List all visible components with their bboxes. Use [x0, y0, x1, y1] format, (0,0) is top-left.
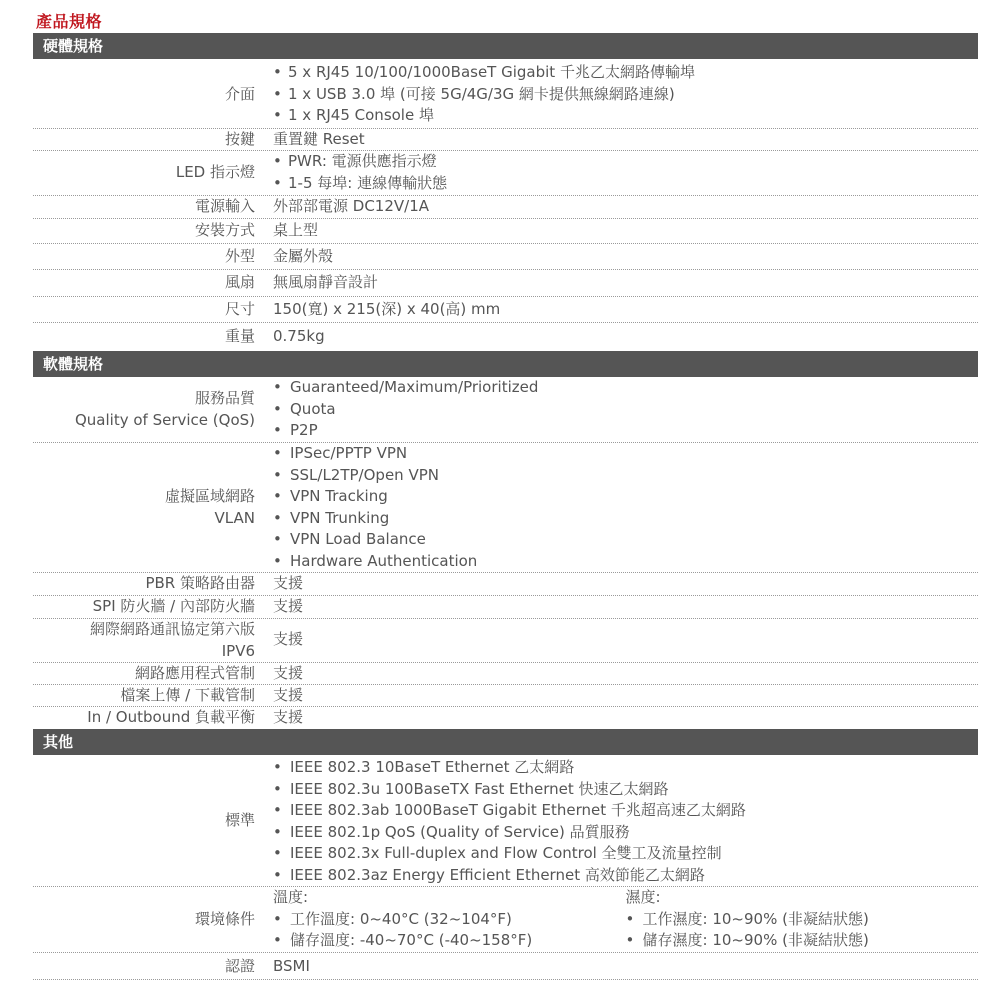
list-item: • 儲存溫度: -40~70°C (-40~158°F)	[273, 930, 626, 952]
spec-label: 重量	[224, 327, 255, 345]
bullet-list	[273, 151, 978, 194]
spec-label	[33, 486, 255, 529]
spec-row-certification	[33, 953, 978, 980]
spec-row-ipv6	[33, 619, 978, 663]
spec-value: 0.75kg	[273, 327, 325, 345]
list-item: • 儲存濕度: 10~90% (非凝結狀態)	[626, 930, 979, 952]
list-item: • VPN Tracking	[273, 486, 978, 508]
spec-value: 支援	[273, 686, 304, 704]
spec-row-file-control	[33, 685, 978, 707]
spec-label: 環境條件	[194, 910, 255, 928]
bullet-list	[273, 62, 978, 127]
spec-row-weight	[33, 323, 978, 349]
list-item: • IEEE 802.3x Full-duplex and Flow Control 全雙工及流量控制	[273, 843, 978, 865]
spec-label: 安裝方式	[194, 221, 255, 239]
list-item: • 1-5 每埠: 連線傳輸狀態	[273, 173, 978, 195]
spec-row-qos	[33, 377, 978, 443]
spec-row-fan	[33, 270, 978, 297]
spec-label: 電源輸入	[194, 197, 255, 215]
spec-row-power	[33, 196, 978, 219]
bullet-list	[273, 377, 978, 442]
spec-label-line2: VLAN	[214, 508, 255, 527]
spec-label: 標準	[224, 811, 255, 829]
list-item: • 1 x RJ45 Console 埠	[273, 105, 978, 127]
spec-label-line2: Quality of Service (QoS)	[74, 410, 255, 429]
spec-value	[273, 62, 978, 127]
spec-row-pbr	[33, 573, 978, 596]
list-item: • Quota	[273, 399, 978, 421]
spec-label: In / Outbound 負載平衡	[87, 708, 255, 726]
list-item: • SSL/L2TP/Open VPN	[273, 465, 978, 487]
spec-label-line2: IPV6	[221, 641, 255, 660]
spec-label: 風扇	[224, 273, 255, 291]
humidity-column	[626, 887, 979, 952]
section-header-hardware: 硬體規格	[33, 33, 978, 59]
spec-value: 重置鍵 Reset	[273, 130, 365, 148]
spec-value: 支援	[273, 630, 304, 648]
spec-value: 支援	[273, 597, 304, 615]
spec-value	[273, 377, 978, 442]
spec-row-spi	[33, 596, 978, 619]
humidity-heading: 濕度:	[625, 888, 661, 906]
spec-row-environment	[33, 887, 978, 953]
spec-label: SPI 防火牆 / 內部防火牆	[92, 597, 255, 615]
list-item: • IEEE 802.1p QoS (Quality of Service) 品質服務	[273, 822, 978, 844]
temperature-heading: 溫度:	[273, 888, 309, 906]
spec-value: 150(寬) x 215(深) x 40(高) mm	[273, 300, 501, 318]
spec-label: 網路應用程式管制	[134, 664, 255, 682]
list-item: • IEEE 802.3 10BaseT Ethernet 乙太網路	[273, 757, 978, 779]
spec-row-vlan	[33, 443, 978, 573]
spec-label	[33, 388, 255, 431]
list-item: • 工作溫度: 0~40°C (32~104°F)	[273, 909, 626, 931]
bullet-list	[626, 909, 979, 952]
spec-value: 外部部電源 DC12V/1A	[273, 197, 429, 215]
spec-value	[273, 151, 978, 194]
spec-label: 檔案上傳 / 下載管制	[120, 686, 255, 704]
spec-value: 支援	[273, 574, 304, 592]
list-item: • IEEE 802.3ab 1000BaseT Gigabit Ethernet 千兆超高速乙太網路	[273, 800, 978, 822]
spec-label: 介面	[224, 85, 255, 103]
spec-label: 認證	[224, 957, 255, 975]
list-item: • IEEE 802.3az Energy Efficient Ethernet 高效節能乙太網路	[273, 865, 978, 887]
spec-value: 金屬外殼	[273, 247, 334, 265]
spec-value	[273, 757, 978, 886]
list-item: • 1 x USB 3.0 埠 (可接 5G/4G/3G 網卡提供無線網路連線)	[273, 84, 978, 106]
spec-value: BSMI	[273, 957, 310, 975]
bullet-list	[273, 757, 978, 886]
spec-label: PBR 策略路由器	[145, 574, 255, 592]
list-item: • PWR: 電源供應指示燈	[273, 151, 978, 173]
spec-row-interface	[33, 61, 978, 129]
section-header-other: 其他	[33, 729, 978, 755]
spec-label: 尺寸	[224, 300, 255, 318]
spec-value: 桌上型	[273, 221, 319, 239]
spec-row-button	[33, 129, 978, 151]
temperature-column	[273, 887, 626, 952]
spec-row-dimensions	[33, 297, 978, 323]
spec-value: 支援	[273, 664, 304, 682]
spec-value: 無風扇靜音設計	[273, 273, 379, 291]
spec-label: 外型	[224, 247, 255, 265]
spec-row-led	[33, 151, 978, 196]
list-item: • 工作濕度: 10~90% (非凝結狀態)	[626, 909, 979, 931]
list-item: • Guaranteed/Maximum/Prioritized	[273, 377, 978, 399]
spec-row-load-balance	[33, 707, 978, 730]
spec-label: LED 指示燈	[175, 163, 255, 181]
spec-label-line1: 網際網路通訊協定第六版	[89, 620, 255, 638]
spec-row-standards	[33, 757, 978, 887]
spec-label: 按鍵	[224, 130, 255, 148]
spec-value	[273, 443, 978, 572]
list-item: • VPN Load Balance	[273, 529, 978, 551]
spec-label-line1: 服務品質	[194, 389, 255, 407]
list-item: • P2P	[273, 420, 978, 442]
spec-row-casing	[33, 244, 978, 270]
list-item: • Hardware Authentication	[273, 551, 978, 573]
section-header-software: 軟體規格	[33, 351, 978, 377]
list-item: • VPN Trunking	[273, 508, 978, 530]
list-item: • 5 x RJ45 10/100/1000BaseT Gigabit 千兆乙太網路傳輸埠	[273, 62, 978, 84]
spec-row-mounting	[33, 219, 978, 244]
bullet-list	[273, 443, 978, 572]
spec-row-app-control	[33, 663, 978, 685]
spec-value	[273, 887, 978, 952]
page-title: 產品規格	[36, 12, 103, 31]
list-item: • IEEE 802.3u 100BaseTX Fast Ethernet 快速乙太網路	[273, 779, 978, 801]
list-item: • IPSec/PPTP VPN	[273, 443, 978, 465]
spec-label-line1: 虛擬區域網路	[164, 487, 255, 505]
spec-value: 支援	[273, 708, 304, 726]
bullet-list	[273, 909, 626, 952]
spec-label	[33, 619, 255, 662]
